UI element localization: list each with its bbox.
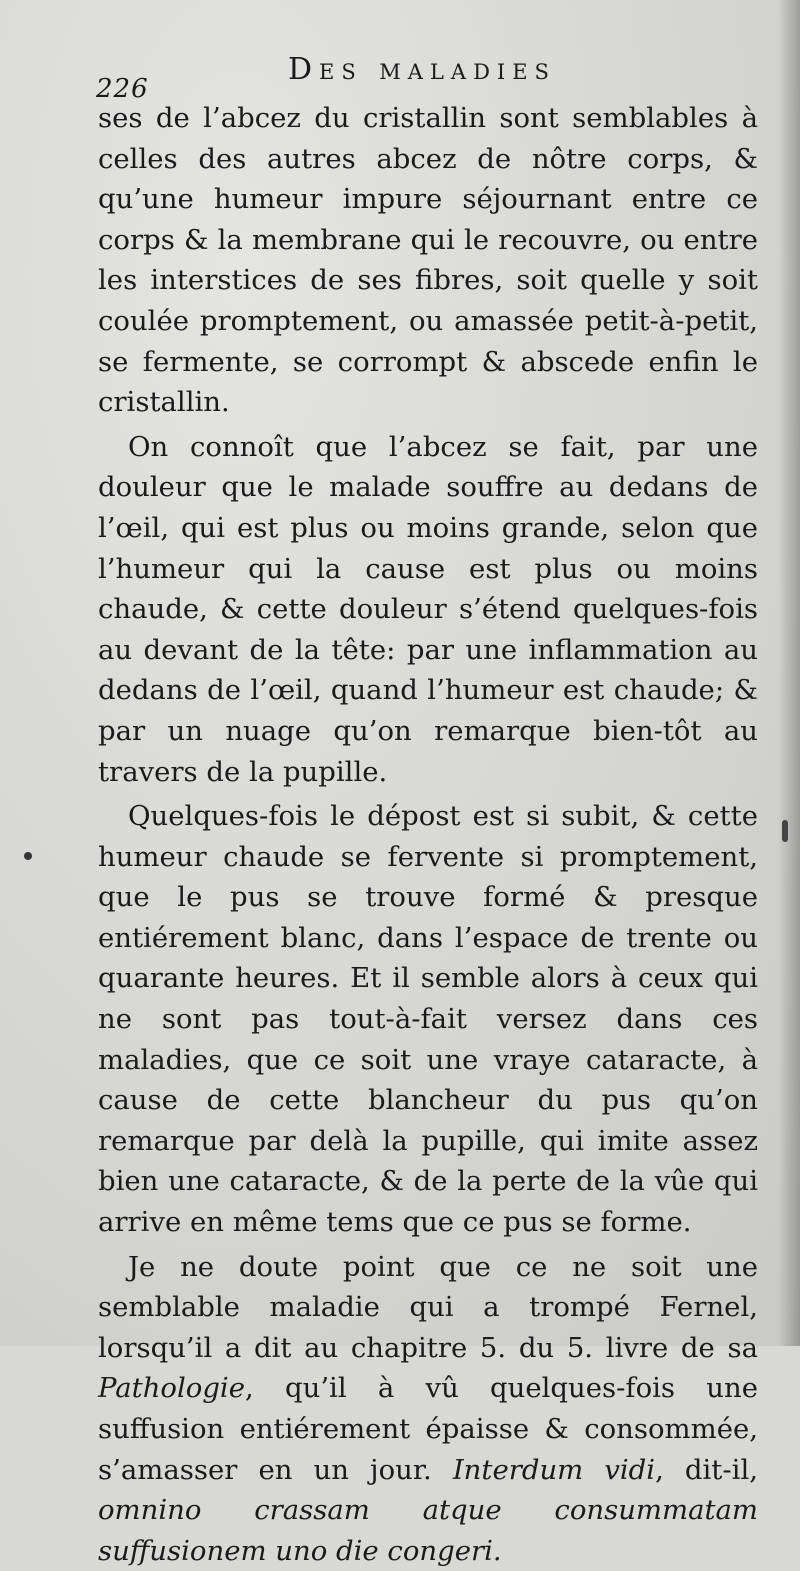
- paragraph-4-text-middle: , qu’il à vû quelques-fois une suffusion entiérement épaisse & consommée, s’amasser en un jour.: [98, 1372, 758, 1486]
- paragraph-3: Quelques-fois le dépost est si subit, & cette humeur chaude se fervente si promptement, que le pus se trouve formé & presque entiérement blanc, dans l’espace de trente ou quarante heures. Et il semble alors à ceux qui ne sont pas tout-à-fait versez dans ces maladies, que ce soit une vraye cataracte, à cause de cette blancheur du pus qu’on remarque par delà la pupille, qui imite assez bien une cataracte, & de la perte de la vûe qui arrive en même tems que ce pus se forme.: [98, 800, 758, 1239]
- paragraph-4-text-before: Je ne doute point que ce ne soit une semblable maladie qui a trompé Fernel, lorsqu’il a dit au chapitre 5. du 5. livre de sa: [98, 1250, 758, 1364]
- paragraph-4: [98, 1247, 758, 1571]
- latin-quote-part-2: omnino crassam atque consummatam suffusionem uno die congeri.: [98, 1494, 758, 1567]
- paragraph-4-text-after: , dit-il,: [655, 1453, 758, 1486]
- body-text: [98, 98, 758, 1571]
- latin-quote-part-1: Interdum vidi: [452, 1453, 656, 1486]
- margin-ink-dot: [24, 852, 32, 860]
- page-header: [96, 52, 756, 104]
- pathologie-italic: Pathologie: [98, 1372, 246, 1405]
- margin-ink-mark: [782, 820, 788, 842]
- page-number: 226: [96, 74, 149, 104]
- paragraph-1: ses de l’abcez du cristallin sont semblables à celles des autres abcez de nôtre corps, & qu’une humeur impure séjournant entre ce corps & la membrane qui le recouvre, ou entre les interstices de ses fibres, soit quelle y soit coulée promptement, ou amassée petit-à-petit, se fermente, se corrompt & abscede enfin le cristallin.: [98, 102, 758, 419]
- paragraph-2: On connoît que l’abcez se fait, par une douleur que le malade souffre au dedans de l’œil, qui est plus ou moins grande, selon que l’humeur qui la cause est plus ou moins chaude, & cette douleur s’étend quelques-fois au devant de la tête: par une inflammation au dedans de l’œil, quand l’humeur est chaude; & par un nuage qu’on remarque bien-tôt au travers de la pupille.: [98, 430, 758, 788]
- running-title: Des maladies: [288, 52, 556, 87]
- page-edge-shadow: [778, 0, 800, 1346]
